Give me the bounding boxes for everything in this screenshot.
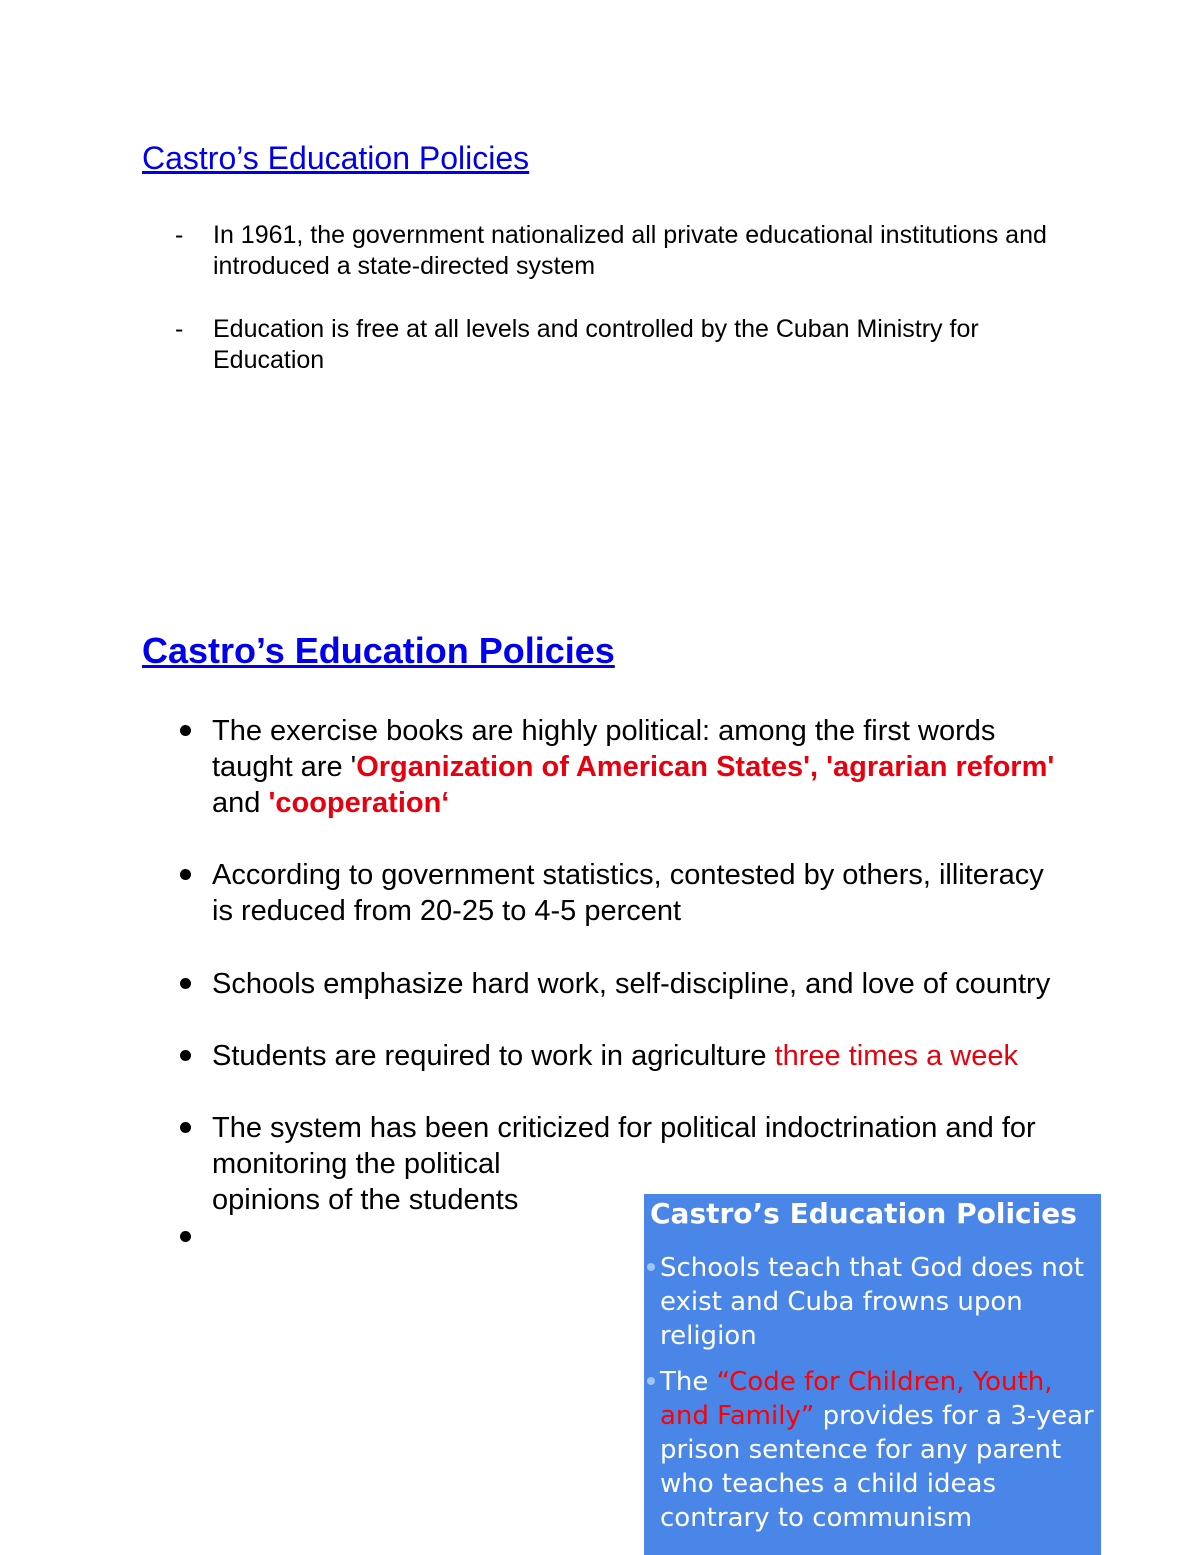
bullet-icon [180,1122,191,1133]
bullet-text: According to government statistics, contested by others, illiteracy is reduced from 20-25 to 4-5 percent [212,859,1044,927]
dash-marker: - [175,221,184,249]
embedded-slide-image [644,1194,1101,1555]
bullet-icon [180,1050,191,1061]
list-item [175,314,1075,378]
section-1-title[interactable]: Castro’s Education Policies [142,140,530,176]
list-item [175,220,1075,284]
bullet-text: The exercise books are highly political: among the first words taught are 'Organization of American States', 'agrarian reform' and 'cooperation‘ [212,715,1055,819]
bullet-text: Students are required to work in agriculture three times a week [212,1040,1018,1072]
bullet-icon [180,1231,191,1242]
slide-title: Castro’s Education Policies [650,1197,1077,1230]
bullet-icon [180,869,191,880]
list-item-text: Education is free at all levels and controlled by the Cuban Ministry for Education [213,315,979,374]
bullet-text: The system has been criticized for political indoctrination and for monitoring the political opinions of the students [212,1112,1036,1216]
slide-bullet-text: The “Code for Children, Youth, and Family” provides for a 3-year prison sentence for any parent who teaches a child ideas contrary to communism [660,1367,1094,1533]
slide-bullet-icon [647,1263,655,1271]
bullet-text: Schools emphasize hard work, self-discipline, and love of country [212,968,1051,1000]
slide-bullet-icon [647,1377,655,1385]
bullet-icon [180,725,191,736]
section-2-title[interactable]: Castro’s Education Policies [142,630,615,671]
dash-marker: - [175,315,184,343]
bullet-icon [180,978,191,989]
slide-bullet-text: Schools teach that God does not exist and Cuba frowns upon religion [660,1253,1084,1351]
list-item-text: In 1961, the government nationalized all private educational institutions and introduced a state-directed system [213,221,1047,280]
